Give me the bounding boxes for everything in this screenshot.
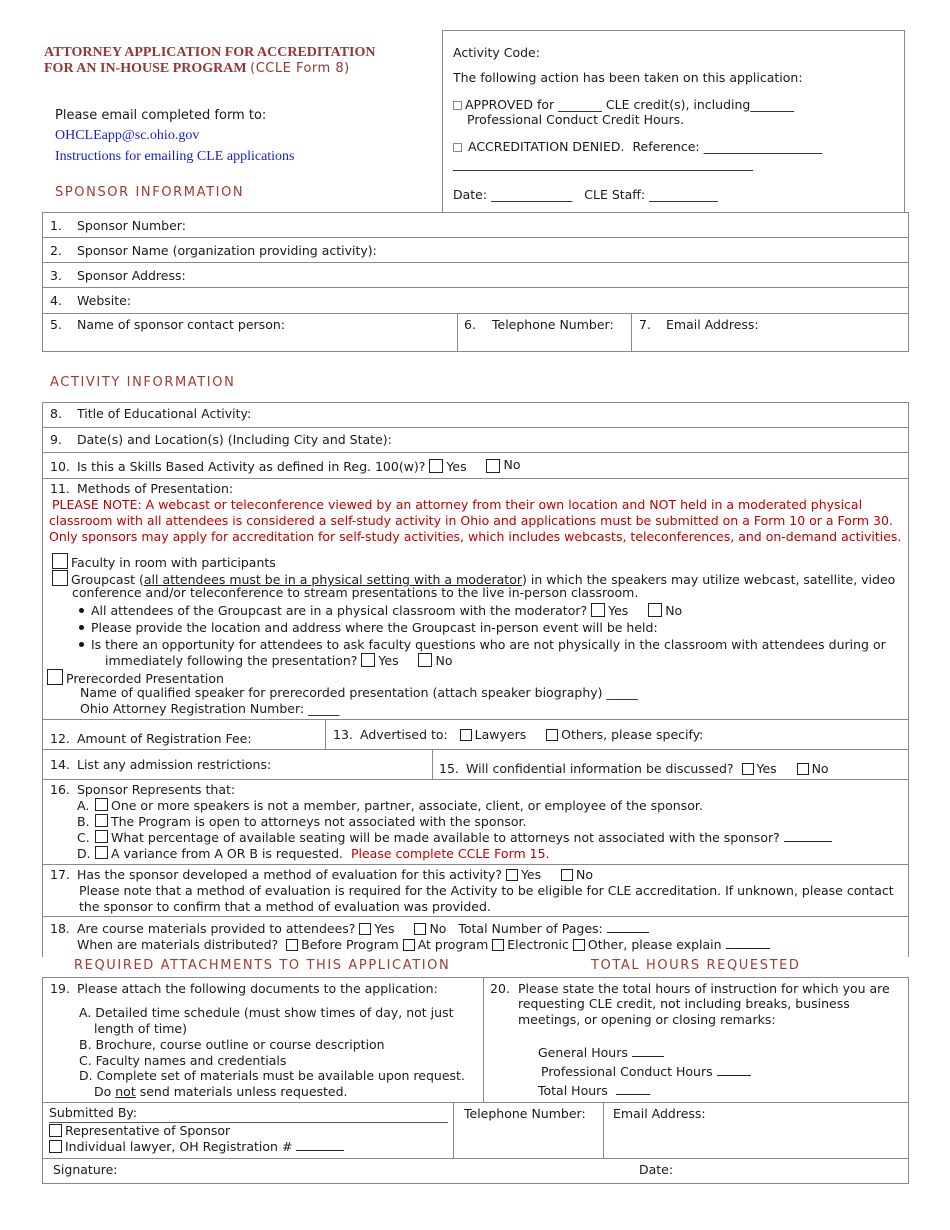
q16a-checkbox[interactable] — [95, 798, 108, 811]
q17-num: 17. — [50, 867, 70, 882]
hours-line3: meetings, or opening or closing remarks: — [518, 1012, 776, 1027]
bullet1-yes: Yes — [608, 603, 629, 618]
signature-date-field[interactable]: Date: — [639, 1162, 674, 1177]
q1-num: 1. — [50, 218, 62, 233]
bullet1-no: No — [665, 603, 683, 618]
sponsor-telephone-field[interactable] — [464, 317, 614, 332]
q16c-row — [77, 830, 832, 845]
groupcast-bullet2: Please provide the location and address where the Groupcast in-person event will be held: — [91, 620, 658, 635]
hours-line2: requesting CLE credit, not including breaks, business — [518, 996, 850, 1011]
approved-blank2: _______ — [750, 97, 795, 112]
lawyers-checkbox[interactable] — [460, 729, 472, 741]
denied-label: ACCREDITATION DENIED. — [468, 139, 625, 154]
skills-no-checkbox[interactable] — [486, 459, 500, 473]
rep-sponsor-label: Representative of Sponsor — [65, 1123, 231, 1138]
q19-num: 19. — [50, 981, 70, 996]
office-date-label: Date: — [453, 187, 488, 202]
approved-label: APPROVED for — [465, 97, 555, 112]
bullet1-yes-checkbox[interactable] — [591, 603, 605, 617]
percentage-blank[interactable] — [784, 831, 832, 842]
q15-label: Will confidential information be discussed? — [466, 761, 734, 776]
sponsor-name-field[interactable] — [50, 243, 377, 258]
q5-label: Name of sponsor contact person: — [77, 317, 285, 332]
q3-label: Sponsor Address: — [77, 268, 186, 283]
groupcast-line2: conference and/or teleconference to stream presentations to the live in-person classroom. — [72, 585, 639, 600]
prerecorded-label: Prerecorded Presentation — [66, 671, 224, 686]
attach-d2a: Do — [94, 1084, 116, 1099]
q8-label: Title of Educational Activity: — [77, 406, 252, 421]
denied-row — [453, 139, 822, 154]
materials-no: No — [429, 921, 447, 936]
attachments-heading — [50, 981, 438, 996]
electronic-checkbox[interactable] — [492, 939, 504, 951]
office-date-blank: _____________ — [491, 187, 573, 202]
evaluation-note1: Please note that a method of evaluation is required for the Activity to be eligible for CLE accreditation. If unknown, please contact — [79, 883, 894, 898]
approved-row — [453, 97, 794, 112]
groupcast-bullet3b — [105, 653, 452, 668]
advertised-row — [333, 727, 703, 742]
individual-lawyer-label: Individual lawyer, OH Registration # — [65, 1139, 293, 1154]
q11-label: Methods of Presentation: — [77, 481, 234, 496]
attach-d2u: not — [115, 1084, 136, 1099]
prerecorded-option[interactable] — [47, 669, 224, 686]
rep-sponsor-option[interactable] — [49, 1123, 230, 1138]
q14-num: 14. — [50, 757, 70, 772]
q17-label: Has the sponsor developed a method of evaluation for this activity? — [77, 867, 502, 882]
speaker-name-field[interactable]: Name of qualified speaker for prerecorded presentation (attach speaker biography) _____ — [80, 685, 638, 700]
bullet3-yes: Yes — [378, 653, 399, 668]
total-pages-blank[interactable] — [607, 922, 649, 933]
note-line2: classroom with all attendees is considered a self-study activity in Ohio and applications must be submitted on a Form 10 or a Form 30. — [49, 513, 893, 528]
form-title-line2 — [44, 61, 350, 76]
sponsor-represents-heading — [50, 782, 235, 797]
reference-line2: ________________________________________________ — [453, 156, 753, 171]
q14-label: List any admission restrictions: — [77, 757, 272, 772]
q6-num: 6. — [464, 317, 476, 332]
confidential-yes-checkbox[interactable] — [742, 763, 754, 775]
before-program-label: Before Program — [301, 937, 399, 952]
approved-checkbox[interactable] — [453, 101, 462, 110]
bullet3-yes-checkbox[interactable] — [361, 653, 375, 667]
sponsor-address-field[interactable] — [50, 268, 186, 283]
skills-no-label: No — [503, 457, 521, 472]
bullet3-no-checkbox[interactable] — [418, 653, 432, 667]
sponsor-number-field[interactable] — [50, 218, 186, 233]
at-program-checkbox[interactable] — [403, 939, 415, 951]
q15-num: 15. — [439, 761, 459, 776]
attach-c: C. Faculty names and credentials — [79, 1053, 287, 1068]
q2-label: Sponsor Name (organization providing activity): — [77, 243, 377, 258]
q1-label: Sponsor Number: — [77, 218, 186, 233]
ohio-reg-field[interactable]: Ohio Attorney Registration Number: _____ — [80, 701, 340, 716]
q2-num: 2. — [50, 243, 62, 258]
note-line3: Only sponsors may apply for accreditation for self-study activities, which includes webcasts, teleconferences, and on-demand activities. — [49, 529, 902, 544]
q19-label: Please attach the following documents to the application: — [77, 981, 438, 996]
action-text: The following action has been taken on this application: — [453, 70, 803, 85]
q4-num: 4. — [50, 293, 62, 308]
website-field[interactable] — [50, 293, 131, 308]
attach-a: A. Detailed time schedule (must show times of day, not just — [79, 1005, 454, 1020]
attach-d: D. Complete set of materials must be available upon request. — [79, 1068, 465, 1083]
q16d-letter: D. — [77, 846, 91, 861]
confidential-row — [439, 761, 829, 776]
q6-label: Telephone Number: — [492, 317, 614, 332]
reference-blank: ___________________ — [703, 139, 823, 154]
groupcast-checkbox[interactable] — [52, 570, 68, 586]
q16b-letter: B. — [77, 814, 90, 829]
section-hours-heading: TOTAL HOURS REQUESTED — [591, 958, 801, 973]
prof-conduct-text: Professional Conduct Credit Hours. — [467, 112, 685, 127]
admission-restrictions-field[interactable] — [50, 757, 271, 772]
q16c-text: What percentage of available seating will be made available to attorneys not associated with the sponsor? — [111, 830, 780, 845]
groupcast-bullet3a: Is there an opportunity for attendees to ask faculty questions who are not physically in the classroom with attendees during or — [91, 637, 886, 652]
bullet3-no: No — [435, 653, 453, 668]
q9-label: Date(s) and Location(s) (Including City and State): — [77, 432, 392, 447]
general-hours-row — [538, 1045, 664, 1060]
q20-line1: Please state the total hours of instruction for which you are — [518, 981, 890, 996]
email-prompt: Please email completed form to: — [55, 108, 267, 123]
individual-lawyer-checkbox[interactable] — [49, 1140, 62, 1153]
bullet1-text: All attendees of the Groupcast are in a physical classroom with the moderator? — [91, 603, 588, 618]
reference-label: Reference: — [632, 139, 700, 154]
groupcast-bullet1 — [91, 603, 682, 618]
materials-yes: Yes — [374, 921, 395, 936]
confidential-yes: Yes — [756, 761, 777, 776]
other-label: Other, please explain — [587, 937, 722, 952]
attach-b: B. Brochure, course outline or course description — [79, 1037, 385, 1052]
materials-row — [50, 921, 649, 936]
skills-based-row — [50, 457, 520, 474]
submitter-telephone-field[interactable]: Telephone Number: — [464, 1106, 586, 1121]
materials-no-checkbox[interactable] — [414, 923, 426, 935]
section-attachments-heading: REQUIRED ATTACHMENTS TO THIS APPLICATION — [74, 958, 451, 973]
total-hours-blank[interactable] — [616, 1084, 650, 1095]
q16d-text: A variance from A OR B is requested. — [111, 846, 344, 861]
q18-num: 18. — [50, 921, 70, 936]
skills-yes-checkbox[interactable] — [429, 459, 443, 473]
evaluation-row — [50, 867, 593, 882]
oh-registration-blank[interactable] — [296, 1140, 344, 1151]
evaluation-no-checkbox[interactable] — [561, 869, 573, 881]
q7-label: Email Address: — [666, 317, 759, 332]
other-explain-blank[interactable] — [726, 938, 770, 949]
email-link[interactable]: OHCLEapp@sc.ohio.gov — [55, 128, 200, 143]
total-pages-label: Total Number of Pages: — [458, 921, 603, 936]
section-activity-heading: ACTIVITY INFORMATION — [50, 375, 236, 390]
attach-a-cont: length of time) — [94, 1021, 187, 1036]
q16d-red-text: Please complete CCLE Form 15. — [350, 846, 550, 861]
registration-fee-field[interactable] — [50, 731, 252, 746]
professional-hours-blank[interactable] — [717, 1065, 751, 1076]
groupcast-underlined: all attendees must be in a physical setting with a moderator — [143, 572, 522, 587]
groupcast-label: Groupcast ( — [71, 572, 144, 587]
attach-d-cont — [94, 1084, 348, 1099]
q13-label: Advertised to: — [360, 727, 448, 742]
materials-yes-checkbox[interactable] — [359, 923, 371, 935]
denied-checkbox[interactable] — [453, 143, 462, 152]
confidential-no-checkbox[interactable] — [797, 763, 809, 775]
prerecorded-checkbox[interactable] — [47, 669, 63, 685]
electronic-label: Electronic — [507, 937, 569, 952]
bullet-icon — [79, 608, 84, 613]
q16a-letter: A. — [77, 798, 90, 813]
before-program-checkbox[interactable] — [286, 939, 298, 951]
professional-hours-row — [541, 1064, 751, 1079]
q20-num: 20. — [490, 981, 510, 996]
skills-yes-label: Yes — [446, 459, 467, 474]
evaluation-yes: Yes — [520, 867, 542, 882]
q16-num: 16. — [50, 782, 70, 797]
q16b-checkbox[interactable] — [95, 814, 108, 827]
q16b-text: The Program is open to attorneys not associated with the sponsor. — [111, 814, 527, 829]
groupcast-rest: ) in which the speakers may utilize webcast, satellite, video — [522, 572, 896, 587]
faculty-room-label: Faculty in room with participants — [71, 555, 276, 570]
confidential-no: No — [811, 761, 829, 776]
bullet3b-text: immediately following the presentation? — [105, 653, 358, 668]
date-staff-row — [453, 187, 718, 202]
methods-heading — [50, 481, 233, 496]
q3-num: 3. — [50, 268, 62, 283]
form-title-line2-text: FOR AN IN-HOUSE PROGRAM — [44, 61, 247, 76]
form-title-line1: ATTORNEY APPLICATION FOR ACCREDITATION — [44, 45, 376, 60]
others-checkbox[interactable] — [546, 729, 558, 741]
staff-label: CLE Staff: — [584, 187, 646, 202]
q10-num: 10. — [50, 459, 70, 474]
evaluation-note2: the sponsor to confirm that a method of evaluation was provided. — [79, 899, 491, 914]
evaluation-yes-checkbox[interactable] — [506, 869, 518, 881]
total-hours-row — [538, 1083, 650, 1098]
hours-heading — [490, 981, 890, 996]
general-hours-blank[interactable] — [632, 1046, 664, 1057]
at-program-label: At program — [417, 937, 489, 952]
section-sponsor-heading: SPONSOR INFORMATION — [55, 185, 245, 200]
other-checkbox[interactable] — [573, 939, 585, 951]
total-hours-label: Total Hours — [538, 1083, 608, 1098]
contact-person-field[interactable] — [50, 317, 285, 332]
general-hours-label: General Hours — [538, 1045, 628, 1060]
dates-locations-field[interactable] — [50, 432, 392, 447]
q4-label: Website: — [77, 293, 132, 308]
individual-lawyer-option[interactable] — [49, 1139, 344, 1154]
others-label: Others, please specify: — [561, 727, 704, 742]
q16a-text: One or more speakers is not a member, partner, associate, client, or employee of the sponsor. — [111, 798, 703, 813]
q16a-row — [77, 798, 703, 813]
when-dist-label: When are materials distributed? — [77, 937, 279, 952]
q16d-row — [77, 846, 550, 861]
q16c-letter: C. — [77, 830, 90, 845]
q5-num: 5. — [50, 317, 62, 332]
form-id: (CCLE Form 8) — [250, 61, 350, 76]
evaluation-no: No — [576, 867, 594, 882]
bullet1-no-checkbox[interactable] — [648, 603, 662, 617]
bullet-icon — [79, 625, 84, 630]
q18-label: Are course materials provided to attendees? — [77, 921, 356, 936]
approved-blank: _______ — [558, 97, 602, 112]
q8-num: 8. — [50, 406, 62, 421]
activity-code-label: Activity Code: — [453, 45, 540, 60]
q16b-row — [77, 814, 527, 829]
bullet-icon — [79, 642, 84, 647]
note-line1: PLEASE NOTE: A webcast or teleconference viewed by an attorney from their own location and NOT held in a moderated physical — [52, 497, 863, 512]
staff-blank: ___________ — [649, 187, 718, 202]
q16d-checkbox[interactable] — [95, 846, 108, 859]
faculty-room-checkbox[interactable] — [52, 553, 68, 569]
professional-hours-label: Professional Conduct Hours — [541, 1064, 713, 1079]
attach-d2b: send materials unless requested. — [135, 1084, 348, 1099]
q13-num: 13. — [333, 727, 353, 742]
rep-sponsor-checkbox[interactable] — [49, 1124, 62, 1137]
q12-label: Amount of Registration Fee: — [77, 731, 252, 746]
q12-num: 12. — [50, 731, 70, 746]
title-activity-field[interactable] — [50, 406, 251, 421]
q9-num: 9. — [50, 432, 62, 447]
cle-credits-text: CLE credit(s), including — [605, 97, 751, 112]
lawyers-label: Lawyers — [474, 727, 527, 742]
submitter-email-field[interactable]: Email Address: — [613, 1106, 706, 1121]
submitted-by-label: Submitted By: — [49, 1105, 138, 1120]
q11-num: 11. — [50, 481, 70, 496]
signature-field[interactable]: Signature: — [53, 1162, 118, 1177]
faculty-room-option[interactable] — [52, 553, 276, 570]
q16c-checkbox[interactable] — [95, 830, 108, 843]
q10-label: Is this a Skills Based Activity as defined in Reg. 100(w)? — [77, 459, 426, 474]
distribution-row — [77, 937, 770, 952]
instructions-link[interactable]: Instructions for emailing CLE applications — [55, 149, 295, 164]
sponsor-email-field[interactable] — [639, 317, 759, 332]
q16-label: Sponsor Represents that: — [77, 782, 236, 797]
q7-num: 7. — [639, 317, 651, 332]
